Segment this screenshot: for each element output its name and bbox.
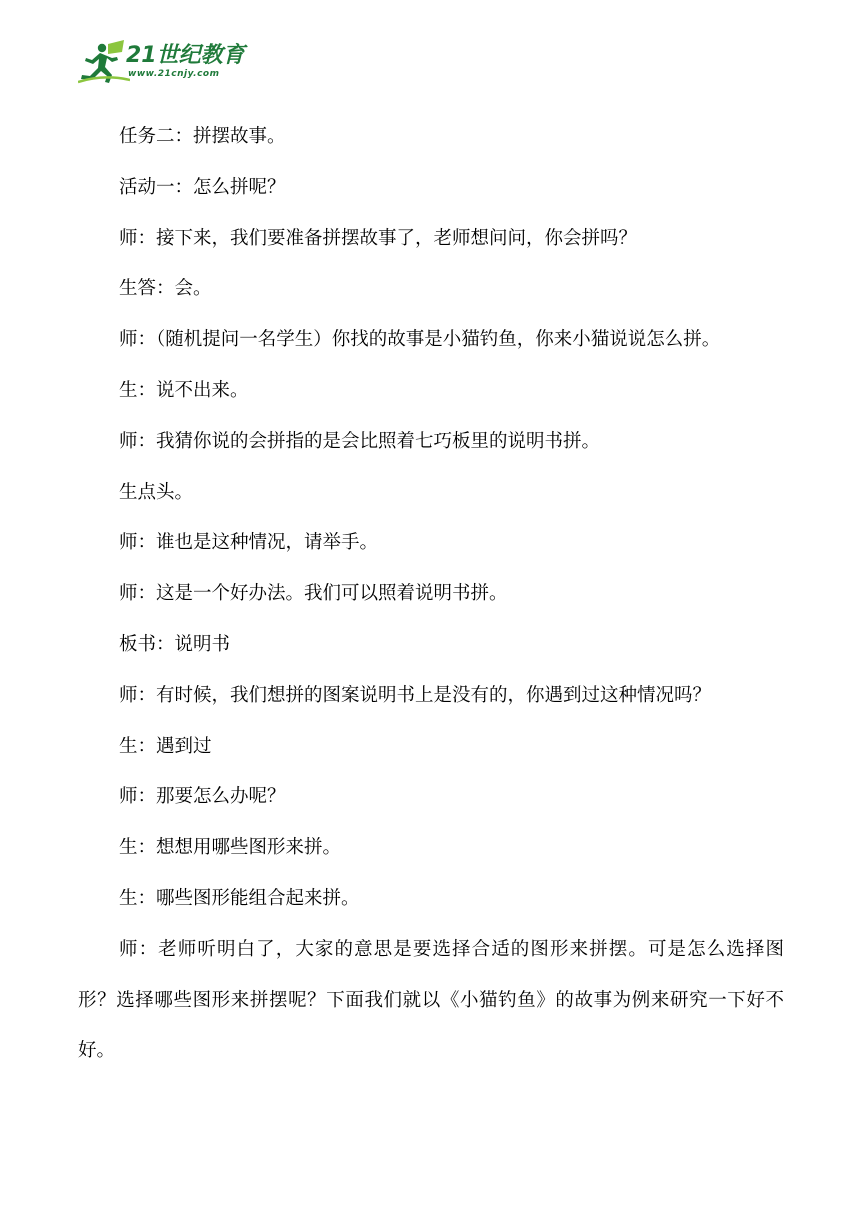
logo-url: www.21cnjy.com [128,69,220,79]
paragraph: 生答：会。 [119,278,212,300]
paragraph: 师：有时候，我们想拼的图案说明书上是没有的，你遇到过这种情况吗？ [119,684,712,706]
logo-title: 21世纪教育 [126,43,245,68]
paragraph: 师：老师听明白了，大家的意思是要选择合适的图形来拼摆。可是怎么选择图形？选择哪些图形来拼摆呢？下面我们就以《小猫钓鱼》的故事为例来研究一下好不好。 [78,938,784,1062]
paragraph: 生点头。 [119,481,194,503]
paragraph: 师：那要怎么办呢？ [119,786,286,808]
paragraph: 板书：说明书 [119,633,231,655]
paragraph: 生：哪些图形能组合起来拼。 [119,887,360,909]
paragraph: 生：想想用哪些图形来拼。 [119,837,342,859]
site-logo [78,38,258,86]
paragraph: 活动一：怎么拼呢？ [119,176,286,198]
document-body [78,112,784,1077]
paragraph: 师：接下来，我们要准备拼摆故事了，老师想问问，你会拼吗？ [119,227,638,249]
paragraph: 生：说不出来。 [119,379,249,401]
paragraph: 任务二：拼摆故事。 [119,126,286,147]
paragraph: 生：遇到过 [119,735,212,757]
running-person-icon [78,38,130,84]
paragraph: 师：（随机提问一名学生）你找的故事是小猫钓鱼，你来小猫说说怎么拼。 [119,329,721,351]
paragraph: 师：我猜你说的会拼指的是会比照着七巧板里的说明书拼。 [119,430,601,452]
paragraph: 师：这是一个好办法。我们可以照着说明书拼。 [119,583,508,605]
paragraph: 师：谁也是这种情况，请举手。 [119,532,379,554]
